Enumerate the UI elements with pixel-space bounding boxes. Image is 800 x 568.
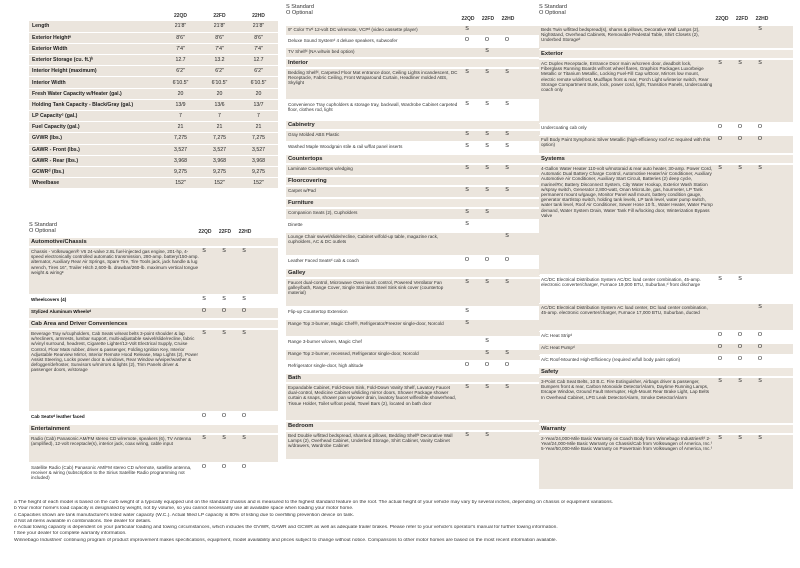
table-cell: 20: [239, 88, 278, 99]
table-cell: 7'4": [239, 43, 278, 54]
legend: S Standard O Optional: [539, 4, 567, 17]
list-item: Stylized Aluminum Wheelsᵈ O O O: [29, 307, 278, 318]
table-cell: 21: [161, 122, 200, 133]
footnote: f See your dealer for complete warranty information.: [14, 531, 127, 537]
table-cell: 21: [239, 122, 278, 133]
list-item: Washed Maple Woodgrain stile & rail w/flat panel inserts S S S: [286, 142, 540, 153]
list-item: Laminate Countertops w/edging S S S: [286, 164, 540, 175]
list-item: A/C Roof-Mounted High-Efficiency (required w/full body paint option) O O O: [539, 355, 793, 366]
spec-label: Fuel Capacity (gal.): [29, 122, 161, 133]
table-cell: 7,275: [239, 133, 278, 144]
table-row: [29, 133, 278, 144]
table-cell: 7: [200, 111, 239, 122]
list-item: Expandable Cabinet, Fold-Down Sink, Fold-Down Vanity Shelf, Lavatory Faucet dual-control, Medicine Cabinet w/sliding mirror doors, Shower Package shower curtain & snaps, shower pan w/power drain, lavatory faucet w/flexible showerhead, Tissue Holder, Toilet w/foot pedal, Towel Bars (2), located on bath door S S S: [286, 383, 540, 420]
list-item: Chassis - Volkswagen® V6 24-valve 2.8L fuel-injected gas engine, 201-hp, 4-speed electronically controlled automatic transmission, 280-amp. battery/150-amp. alternator, Auxiliary Rear Air Springs, Spare Tire, Tire Tools jack, jack handle & lug wrench, Tires 16", Trailer Hitch 2,600-lb. drawbar/260-lb. maximum vertical tongue weight & wiringᵉ S S S: [29, 247, 278, 294]
table-cell: 12.7: [239, 55, 278, 66]
list-item: AC/DC Electrical Distribution System AC load center, DC load center combination, 45-amp. electronic converter/charger, Furnace 17,000 BTU, Suburban, ducted S: [539, 303, 793, 330]
spec-label: GVWR (lbs.): [29, 133, 161, 144]
table-cell: 3,968: [200, 155, 239, 166]
section-heading: Bedroom: [286, 421, 540, 430]
table-cell: 13/7: [239, 99, 278, 110]
list-item: Carpet w/Pad S S S: [286, 186, 540, 197]
list-item: TV Shelfᵈ (NA w/twin bed option) S: [286, 47, 540, 57]
table-cell: 8'6": [239, 32, 278, 43]
spec-label: Wheelbase: [29, 178, 161, 189]
table-cell: 12.7: [161, 55, 200, 66]
list-item: Companion Seats (2), Cupholders S S: [286, 208, 540, 219]
table-cell: 7: [161, 111, 200, 122]
table-row: [29, 21, 278, 32]
section-heading: Cabinetry: [286, 120, 540, 129]
table-cell: 3,527: [161, 144, 200, 155]
list-item: Leather Faced Seatsᵈ cab & coach O O O: [286, 256, 540, 267]
list-item: Range Top 3-burner, Magic Chef®, Refrigerator/Freezer single-door, Norcold S: [286, 319, 540, 336]
list-item: Satellite Radio (Cab) Panasonic AM/FM stereo CD w/remote, satellite antenna, receiver & wiring (subscription to the Sirius Satellite Radio programming not included) O O O: [29, 463, 278, 491]
section-heading: Countertops: [286, 154, 540, 163]
spec-label: Length: [29, 21, 161, 32]
table-row: [29, 155, 278, 166]
table-cell: 13/6: [200, 99, 239, 110]
table-cell: 7'4": [161, 43, 200, 54]
footnotes: [14, 500, 790, 544]
table-cell: 7'4": [200, 43, 239, 54]
section-heading: Systems: [539, 154, 793, 163]
footnote: d Not all items available in combinations. See dealer for details.: [14, 518, 152, 524]
table-cell: 8'6": [200, 32, 239, 43]
table-cell: 9,275: [239, 166, 278, 177]
spec-label: GCWRᵈ (lbs.): [29, 166, 161, 177]
table-cell: 13.2: [200, 55, 239, 66]
table-cell: 21'8": [239, 21, 278, 32]
table-cell: 9,275: [200, 166, 239, 177]
spec-label: Exterior Width: [29, 43, 161, 54]
list-item: Deluxe Sound Systemᵈ 4 deluxe speakers, subwoofer O O O: [286, 36, 540, 47]
table-cell: 13/9: [161, 99, 200, 110]
list-item: Bed Double w/fitted bedspread, shams & pillows, Bedding Shelfᵈ Decorative Wall Lamps (2), Overhead Cabinet, Underbed Storage, Shirt Cabinet, Vanity Cabinet w/drawers, Wardrobe Cabinet S S: [286, 431, 540, 459]
table-row: [29, 55, 278, 66]
list-item: Beverage Tray w/cupholders, Cab Seats w/seat belts 3-point shoulder & lap w/recliners, armrests, lumbar support, multi-adjustable swivel/slide/recline, fabric w/vinyl surround, headrest, Cigarette Lighter/12-Volt Electrical Supply, Cruise Control, Floor Mats rubber, driver & passenger, Folding Ignition Key, Interior Adjustable Rearview Mirror, Interior Remote Hood Release, Map Lights (2), Power Assist Steering, Locks power door & windows, Rear Window w/wiper/washer & defogger/defroster, Sunvisors w/mirrors & lights (2), Trim Panels driver & passenger doors, w/storage S S S: [29, 329, 278, 411]
table-cell: 21: [200, 122, 239, 133]
section-heading: Furniture: [286, 198, 540, 207]
table-row: [29, 32, 278, 43]
list-item: Cab Seatsᵈ leather faced O O O: [29, 412, 278, 423]
table-cell: 20: [200, 88, 239, 99]
list-item: Beds Twin w/fitted bedspread(s), shams & pillows, Decorative Wall Lamps (2), Nightstand, Overhead Cabinets, Removable Pedestal Table, Shirt Closets (2), Underbed Storageᵈ S: [539, 25, 793, 48]
spec-label: Exterior Heightᵃ: [29, 32, 161, 43]
table-cell: 6'2": [239, 66, 278, 77]
table-cell: 6'2": [200, 66, 239, 77]
footnote: Winnebago Industries' continuing program of product improvement makes specifications, equipment, model availability and prices subject to change without notice. Comparisons to other motor homes are based on the most recent information available.: [14, 537, 557, 543]
list-item: Refrigerator single-door, high altitude O O O: [286, 361, 540, 372]
table-cell: 6'2": [161, 66, 200, 77]
spec-table: [29, 11, 278, 189]
list-item: Undercoating cab only O O O: [539, 123, 793, 134]
table-cell: 152": [239, 178, 278, 189]
table-cell: 8'6": [161, 32, 200, 43]
section-heading: Bath: [286, 373, 540, 382]
table-row: [29, 166, 278, 177]
table-row: [29, 88, 278, 99]
spec-label: GAWR - Rear (lbs.): [29, 155, 161, 166]
table-row: [29, 43, 278, 54]
section-heading: Entertainment: [29, 424, 278, 433]
table-cell: 21'8": [161, 21, 200, 32]
spec-label: Interior Width: [29, 77, 161, 88]
table-cell: 6'10.5": [161, 77, 200, 88]
table-row: [29, 144, 278, 155]
list-item: Gray Molded ABS Plastic S S S: [286, 130, 540, 141]
list-item: 3-Point Cab Seat Belts, 10 B.C. Fire Extinguisher, Airbags driver & passenger, Bumpers front & rear, Carbon Monoxide Detector/Alarm, Daytime Running Lamps, Escape Window, Ground Fault Interrupter, High-Mount Rear Brake Light, Lap Belts In Overhead Cabinet, LPG Leak Detector/Alarm, Smoke Detector/Alarm S S S: [539, 377, 793, 423]
list-item: Radio (Cab) Panasonic AM/FM stereo CD w/remote, speakers (6), TV Antenna (amplified), 12-volt receptacle(s), interior jack, coax wiring, cable input S S S: [29, 434, 278, 462]
list-item: Bedding Shelfᵈ, Carpeted Floor Mat entrance door, Ceiling Lights incandescent, DC Receptacle, Fabric Ceiling, Front Wraparound Curtain, Headliner molded ABS, Skylight S S S: [286, 68, 540, 99]
footnote: a The height of each model is based on the curb weight of a typically equipped unit on the standard chassis and is measured to the highest standard feature on the roof. The actual height of your vehicle may vary by several inches, depending on chassis or equipment variations.: [14, 500, 614, 505]
spec-label: GAWR - Front (lbs.): [29, 144, 161, 155]
table-cell: 7,275: [161, 133, 200, 144]
table-row: [29, 77, 278, 88]
table-row: [29, 111, 278, 122]
list-item: Faucet dual-control, Microwave Oven touch control, Powered Ventilator Fan galley/bath, Range Cover, Single Stainless Steel Sink sink cover (countertop material) S S S: [286, 278, 540, 306]
list-item: AC Duplex Receptacle, Entrance Door main w/screen door, deadbolt lock, Fiberglass Running Boards w/front wheel flares, Graphics Packages Luxorbeige Metallic or Titanium Metallic, Locking Fuel-Fill Cap w/Door, Mirrors low mount, electric remote w/defrost, Mudflaps front & rear, Porch Light w/interior switch, Rear Storage Compartment trunk, lock, power cord, light, Transition Panels, Undercoating coach only S S S: [539, 59, 793, 122]
footnote: e Actual towing capacity is dependent on your particular loading and towing circumstances, which includes the GVWR, GAWR and GCWR as well as adequate trailer brakes. Please refer to your vehicle's operator's manual for further towing information.: [14, 525, 558, 531]
spec-label: Exterior Storage (cu. ft.)ᵇ: [29, 55, 161, 66]
spec-label: Fresh Water Capacity w/Heater (gal.): [29, 88, 161, 99]
list-item: 2-Year/24,000-Mile Basic Warranty on Coach Body from Winnebago Industries®ᶠ 2-Year/24,000-Mile Basic Warranty on Chassis/Cab from Volkswagen of America, Inc.ᶠ 5-Year/50,000-Mile Basic Warranty on Powertrain from Volkswagen of America, Inc.ᶠ S S S: [539, 434, 793, 489]
table-cell: 3,527: [200, 144, 239, 155]
footnote: c Capacities shown are tank manufacturer's listed water capacity (W.C.). Actual filled LP capacity is 80% of listing due to overfilling prevention device on tank.: [14, 512, 355, 518]
spec-header: 22HD: [252, 13, 265, 19]
section-heading: Warranty: [539, 424, 793, 433]
section-heading: Automotive/Chassis: [29, 237, 278, 246]
table-row: [29, 66, 278, 77]
list-item: A/C Heat Pumpᵈ O O O: [539, 343, 793, 354]
section-heading: Safety: [539, 367, 793, 376]
spec-label: Holding Tank Capacity - Black/Gray (gal.): [29, 99, 161, 110]
section-heading: Exterior: [539, 49, 793, 58]
list-item: 4-Gallon Water Heater 110-volt w/motoraid & rear auto heater, 30-amp. Power Cord, Automatic Dual Battery Charge Control, Automotive Heater/Air Conditioner, Auxiliary Automotive Air Conditioner, Auxiliary Start Circuit, Batteries (2) deep cycle, marine/RV, Battery Disconnect System, City Water Hookup, Exterior Wash Station w/spray switch, Generator 2,800-watt, Onan MicroLite, gas, hourmeter, LP Tank permanent mount w/gauge, Monitor Panel wall mount, battery condition gauge, generator start/stop switch, holding tank levels, LP tank level, water pump switch, water tank level, Roof Air Conditioner, Sewer Hose 10 ft., Water Heater, Water Pump demand, Water System Drain, Water Tank Fill w/locking door, Winterization Bypass Valve S S S: [539, 164, 793, 274]
footnote: b Your motor home's load capacity is designated by weight, not by volume, so you cannot necessarily use all available space when loading your motor home.: [14, 506, 354, 512]
table-cell: 6'10.5": [200, 77, 239, 88]
spec-header: 22QD: [173, 13, 188, 19]
list-item: Flip-up Countertop Extension S: [286, 307, 540, 318]
list-item: Dinette S: [286, 220, 540, 231]
table-cell: 3,968: [161, 155, 200, 166]
table-cell: 20: [161, 88, 200, 99]
table-row: [29, 99, 278, 110]
spec-label: Interior Height (maximum): [29, 66, 161, 77]
legend: S Standard O Optional: [286, 4, 314, 17]
table-cell: 3,527: [239, 144, 278, 155]
list-item: Wheelcovers (4) S S S: [29, 295, 278, 306]
table-cell: 3,968: [239, 155, 278, 166]
section-heading: Cab Area and Driver Conveniences: [29, 319, 278, 328]
table-cell: 152": [161, 178, 200, 189]
section-heading: Galley: [286, 268, 540, 277]
legend: S Standard O Optional: [29, 222, 57, 235]
section-heading: Interior: [286, 58, 540, 67]
table-cell: 21'8": [200, 21, 239, 32]
table-cell: 152": [200, 178, 239, 189]
table-cell: 7,275: [200, 133, 239, 144]
list-item: AC/DC Electrical Distribution System AC/DC load center combination, 45-amp. electronic converter/charger, Furnace 19,000 BTU, Suburban,ᵈ front discharge S S: [539, 275, 793, 302]
list-item: 9" Color TVᵈ 12-volt DC w/remote, VCPᵈ (video cassette player) S: [286, 25, 540, 35]
list-item: A/C Heat Stripᵈ O O O: [539, 331, 793, 342]
list-item: Convenience Tray cupholders & storage tray, backwall, Wardrobe Cabinet carpeted floor, clothes rod, light S S S: [286, 100, 540, 119]
section-heading: Floorcovering: [286, 176, 540, 185]
list-item: Range Top 2-burner, recessed, Refrigerator single-door, Norcold S S: [286, 349, 540, 360]
table-row: [29, 178, 278, 189]
table-row: [29, 122, 278, 133]
spec-header: 22FD: [213, 13, 226, 19]
table-cell: 6'10.5": [239, 77, 278, 88]
table-cell: 7: [239, 111, 278, 122]
list-item: Range 3-burner w/oven, Magic Chef S: [286, 337, 540, 348]
table-cell: 9,275: [161, 166, 200, 177]
list-item: Full Body Paint Symphonic Silver Metallic (high-efficiency roof AC required with this option) O O O: [539, 135, 793, 153]
list-item: Lounge Chair swivel/slide/recline, Cabinet w/fold-up table, magazine rack, cupholders, AC & DC outlets S: [286, 232, 540, 255]
spec-label: LP Capacityᶜ (gal.): [29, 111, 161, 122]
